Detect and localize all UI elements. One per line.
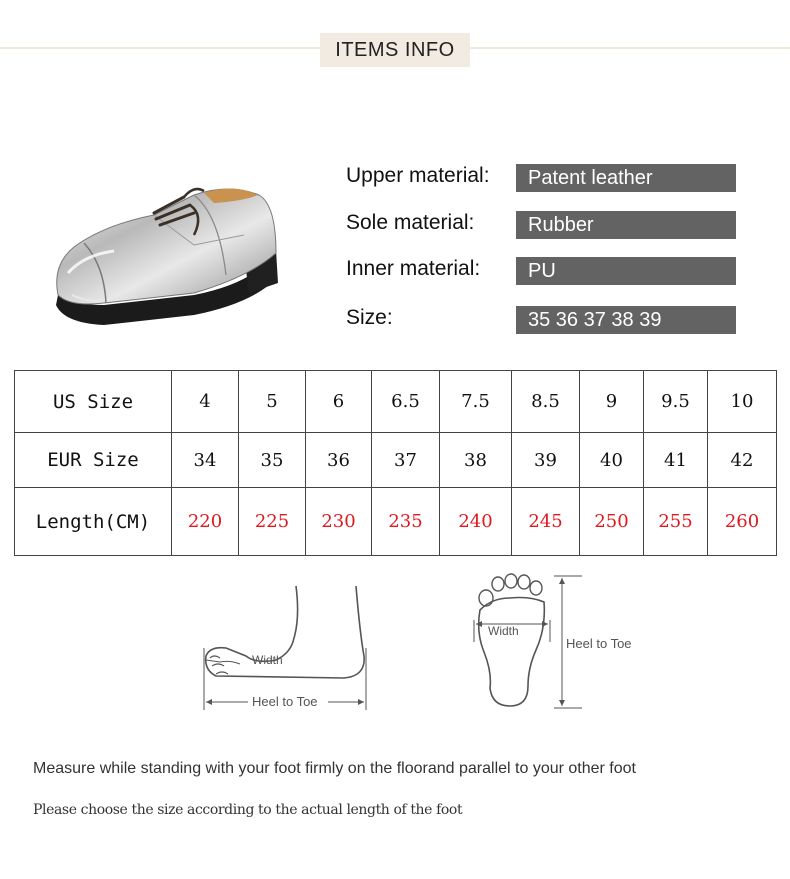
spec-label: Sole material: — [346, 211, 475, 234]
table-cell: 7.5 — [440, 371, 512, 433]
table-cell: 6 — [306, 371, 372, 433]
table-cell: 34 — [172, 433, 239, 488]
sole-length-label: Heel to Toe — [566, 636, 632, 651]
table-cell: 5 — [239, 371, 306, 433]
table-row-eur-size — [15, 433, 777, 488]
header-divider-right — [470, 47, 790, 49]
table-cell: 40 — [580, 433, 644, 488]
table-cell: 220 — [172, 488, 239, 556]
table-row-length — [15, 488, 777, 556]
table-cell: 39 — [512, 433, 580, 488]
table-cell: 9.5 — [644, 371, 708, 433]
table-cell: 4 — [172, 371, 239, 433]
table-cell: 9 — [580, 371, 644, 433]
table-cell: 235 — [372, 488, 440, 556]
table-cell: 42 — [708, 433, 777, 488]
table-cell: 38 — [440, 433, 512, 488]
spec-label: Size: — [346, 306, 393, 329]
table-cell: 8.5 — [512, 371, 580, 433]
table-cell: 225 — [239, 488, 306, 556]
table-cell: 260 — [708, 488, 777, 556]
sole-width-label: Width — [488, 624, 519, 638]
table-cell: 41 — [644, 433, 708, 488]
spec-label: Inner material: — [346, 257, 481, 280]
spec-label: Upper material: — [346, 164, 490, 187]
table-cell: 35 — [239, 433, 306, 488]
row-header: EUR Size — [15, 433, 172, 488]
side-width-label: Width — [252, 653, 283, 667]
table-cell: 230 — [306, 488, 372, 556]
spec-value: 35 36 37 38 39 — [516, 306, 736, 334]
table-cell: 36 — [306, 433, 372, 488]
table-cell: 250 — [580, 488, 644, 556]
table-cell: 37 — [372, 433, 440, 488]
size-chart-table — [14, 370, 777, 556]
table-cell: 255 — [644, 488, 708, 556]
foot-sole-diagram — [470, 572, 650, 712]
header-divider-left — [0, 47, 320, 49]
table-row-us-size — [15, 371, 777, 433]
spec-value: Rubber — [516, 211, 736, 239]
section-title: ITEMS INFO — [320, 33, 470, 67]
table-cell: 245 — [512, 488, 580, 556]
row-header: US Size — [15, 371, 172, 433]
table-cell: 240 — [440, 488, 512, 556]
table-cell: 10 — [708, 371, 777, 433]
size-instruction: Please choose the size according to the actual length of the foot — [33, 802, 463, 818]
side-length-label: Heel to Toe — [252, 694, 318, 709]
table-cell: 6.5 — [372, 371, 440, 433]
spec-value: PU — [516, 257, 736, 285]
product-image-shoe — [44, 155, 294, 335]
spec-value: Patent leather — [516, 164, 736, 192]
row-header: Length(CM) — [15, 488, 172, 556]
foot-side-diagram — [196, 578, 386, 718]
measure-instruction: Measure while standing with your foot firmly on the floorand parallel to your other foot — [33, 760, 636, 777]
